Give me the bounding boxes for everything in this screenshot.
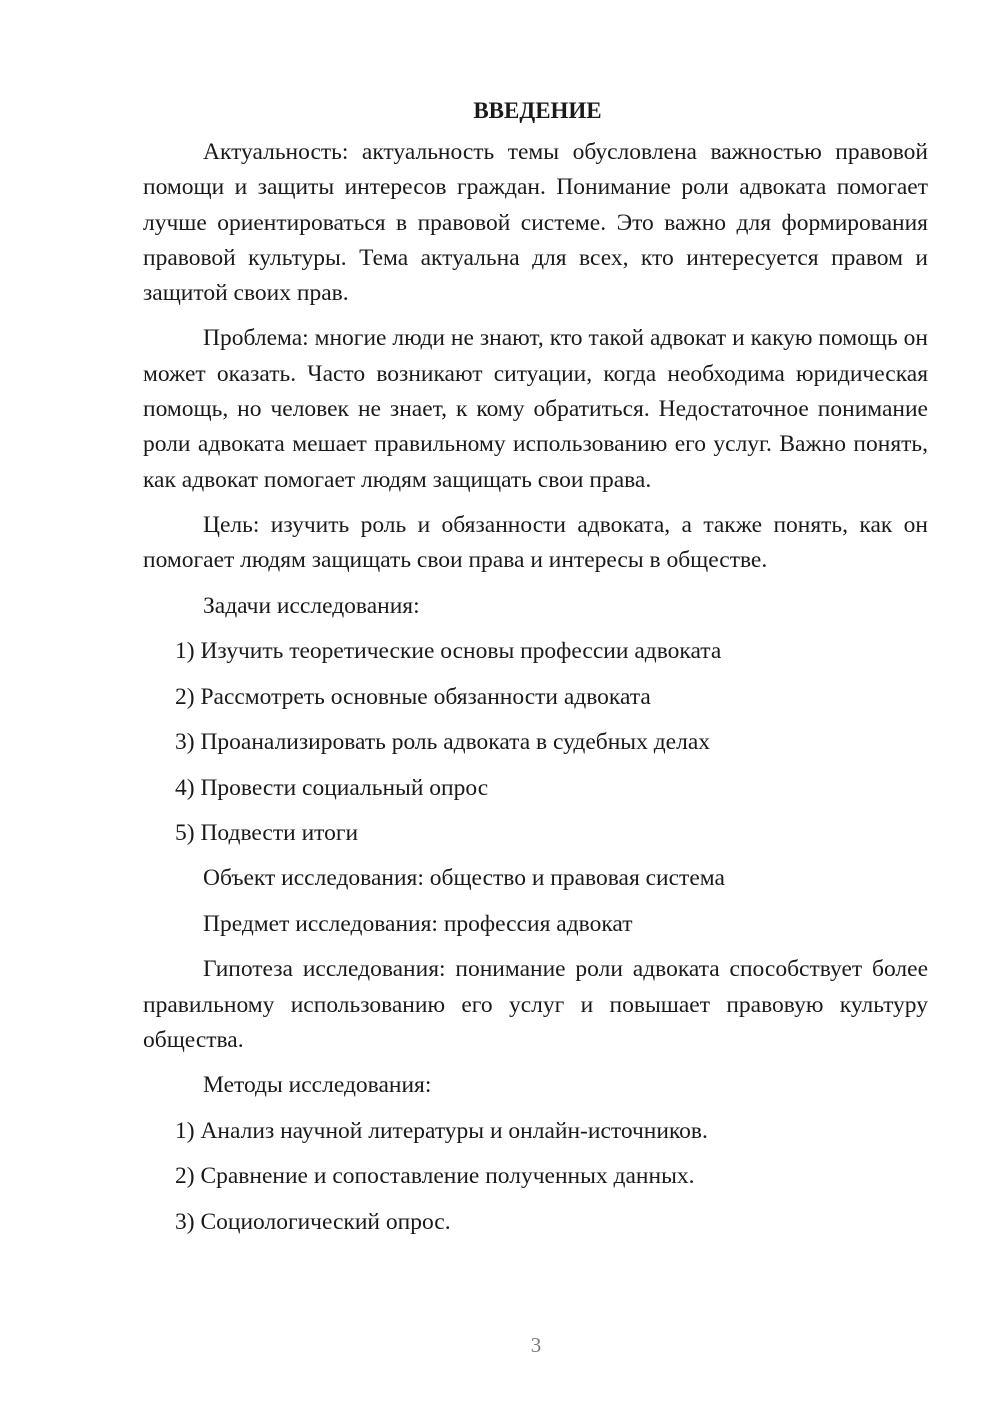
research-object: Объект исследования: общество и правовая система [203, 865, 725, 892]
list-item: 2) Сравнение и сопоставление полученных данных. [175, 1163, 695, 1190]
list-item: 1) Изучить теоретические основы профессии адвоката [175, 638, 722, 665]
tasks-heading: Задачи исследования: [203, 592, 420, 619]
list-item: 2) Рассмотреть основные обязанности адвоката [175, 683, 651, 710]
list-item: 5) Подвести итоги [175, 819, 359, 846]
document-body [143, 93, 928, 1250]
goal-paragraph: Цель: изучить роль и обязанности адвоката, а также понять, как он помогает людям защищать свои права и интересы в обществе. [143, 511, 928, 574]
relevance-paragraph: Актуальность: актуальность темы обусловлена важностью правовой помощи и защиты интересов граждан. Понимание роли адвоката помогает лучше ориентироваться в правовой системе. Это важно для формирования правовой культуры. Тема актуальна для всех, кто интересуется правом и защитой своих прав. [143, 139, 928, 307]
methods-list [143, 1114, 928, 1240]
list-item: 3) Социологический опрос. [175, 1208, 451, 1235]
page-number: 3 [530, 1333, 542, 1357]
methods-heading: Методы исследования: [203, 1072, 432, 1099]
section-heading: ВВЕДЕНИЕ [473, 98, 602, 123]
list-item: 4) Провести социальный опрос [175, 774, 489, 801]
tasks-list [143, 634, 928, 851]
hypothesis-paragraph: Гипотеза исследования: понимание роли адвоката способствует более правильному использованию его услуг и повышает правовую культуру общества. [143, 956, 928, 1054]
problem-paragraph: Проблема: многие люди не знают, кто такой адвокат и какую помощь он может оказать. Часто возникают ситуации, когда необходима юридическая помощь, но человек не знает, к кому обратиться. Недостаточное понимание роли адвоката мешает правильному использованию его услуг. Важно понять, как адвокат помогает людям защищать свои права. [143, 325, 928, 493]
list-item: 3) Проанализировать роль адвоката в судебных делах [175, 729, 711, 756]
list-item: 1) Анализ научной литературы и онлайн-источников. [175, 1117, 708, 1144]
research-subject: Предмет исследования: профессия адвокат [203, 910, 633, 937]
